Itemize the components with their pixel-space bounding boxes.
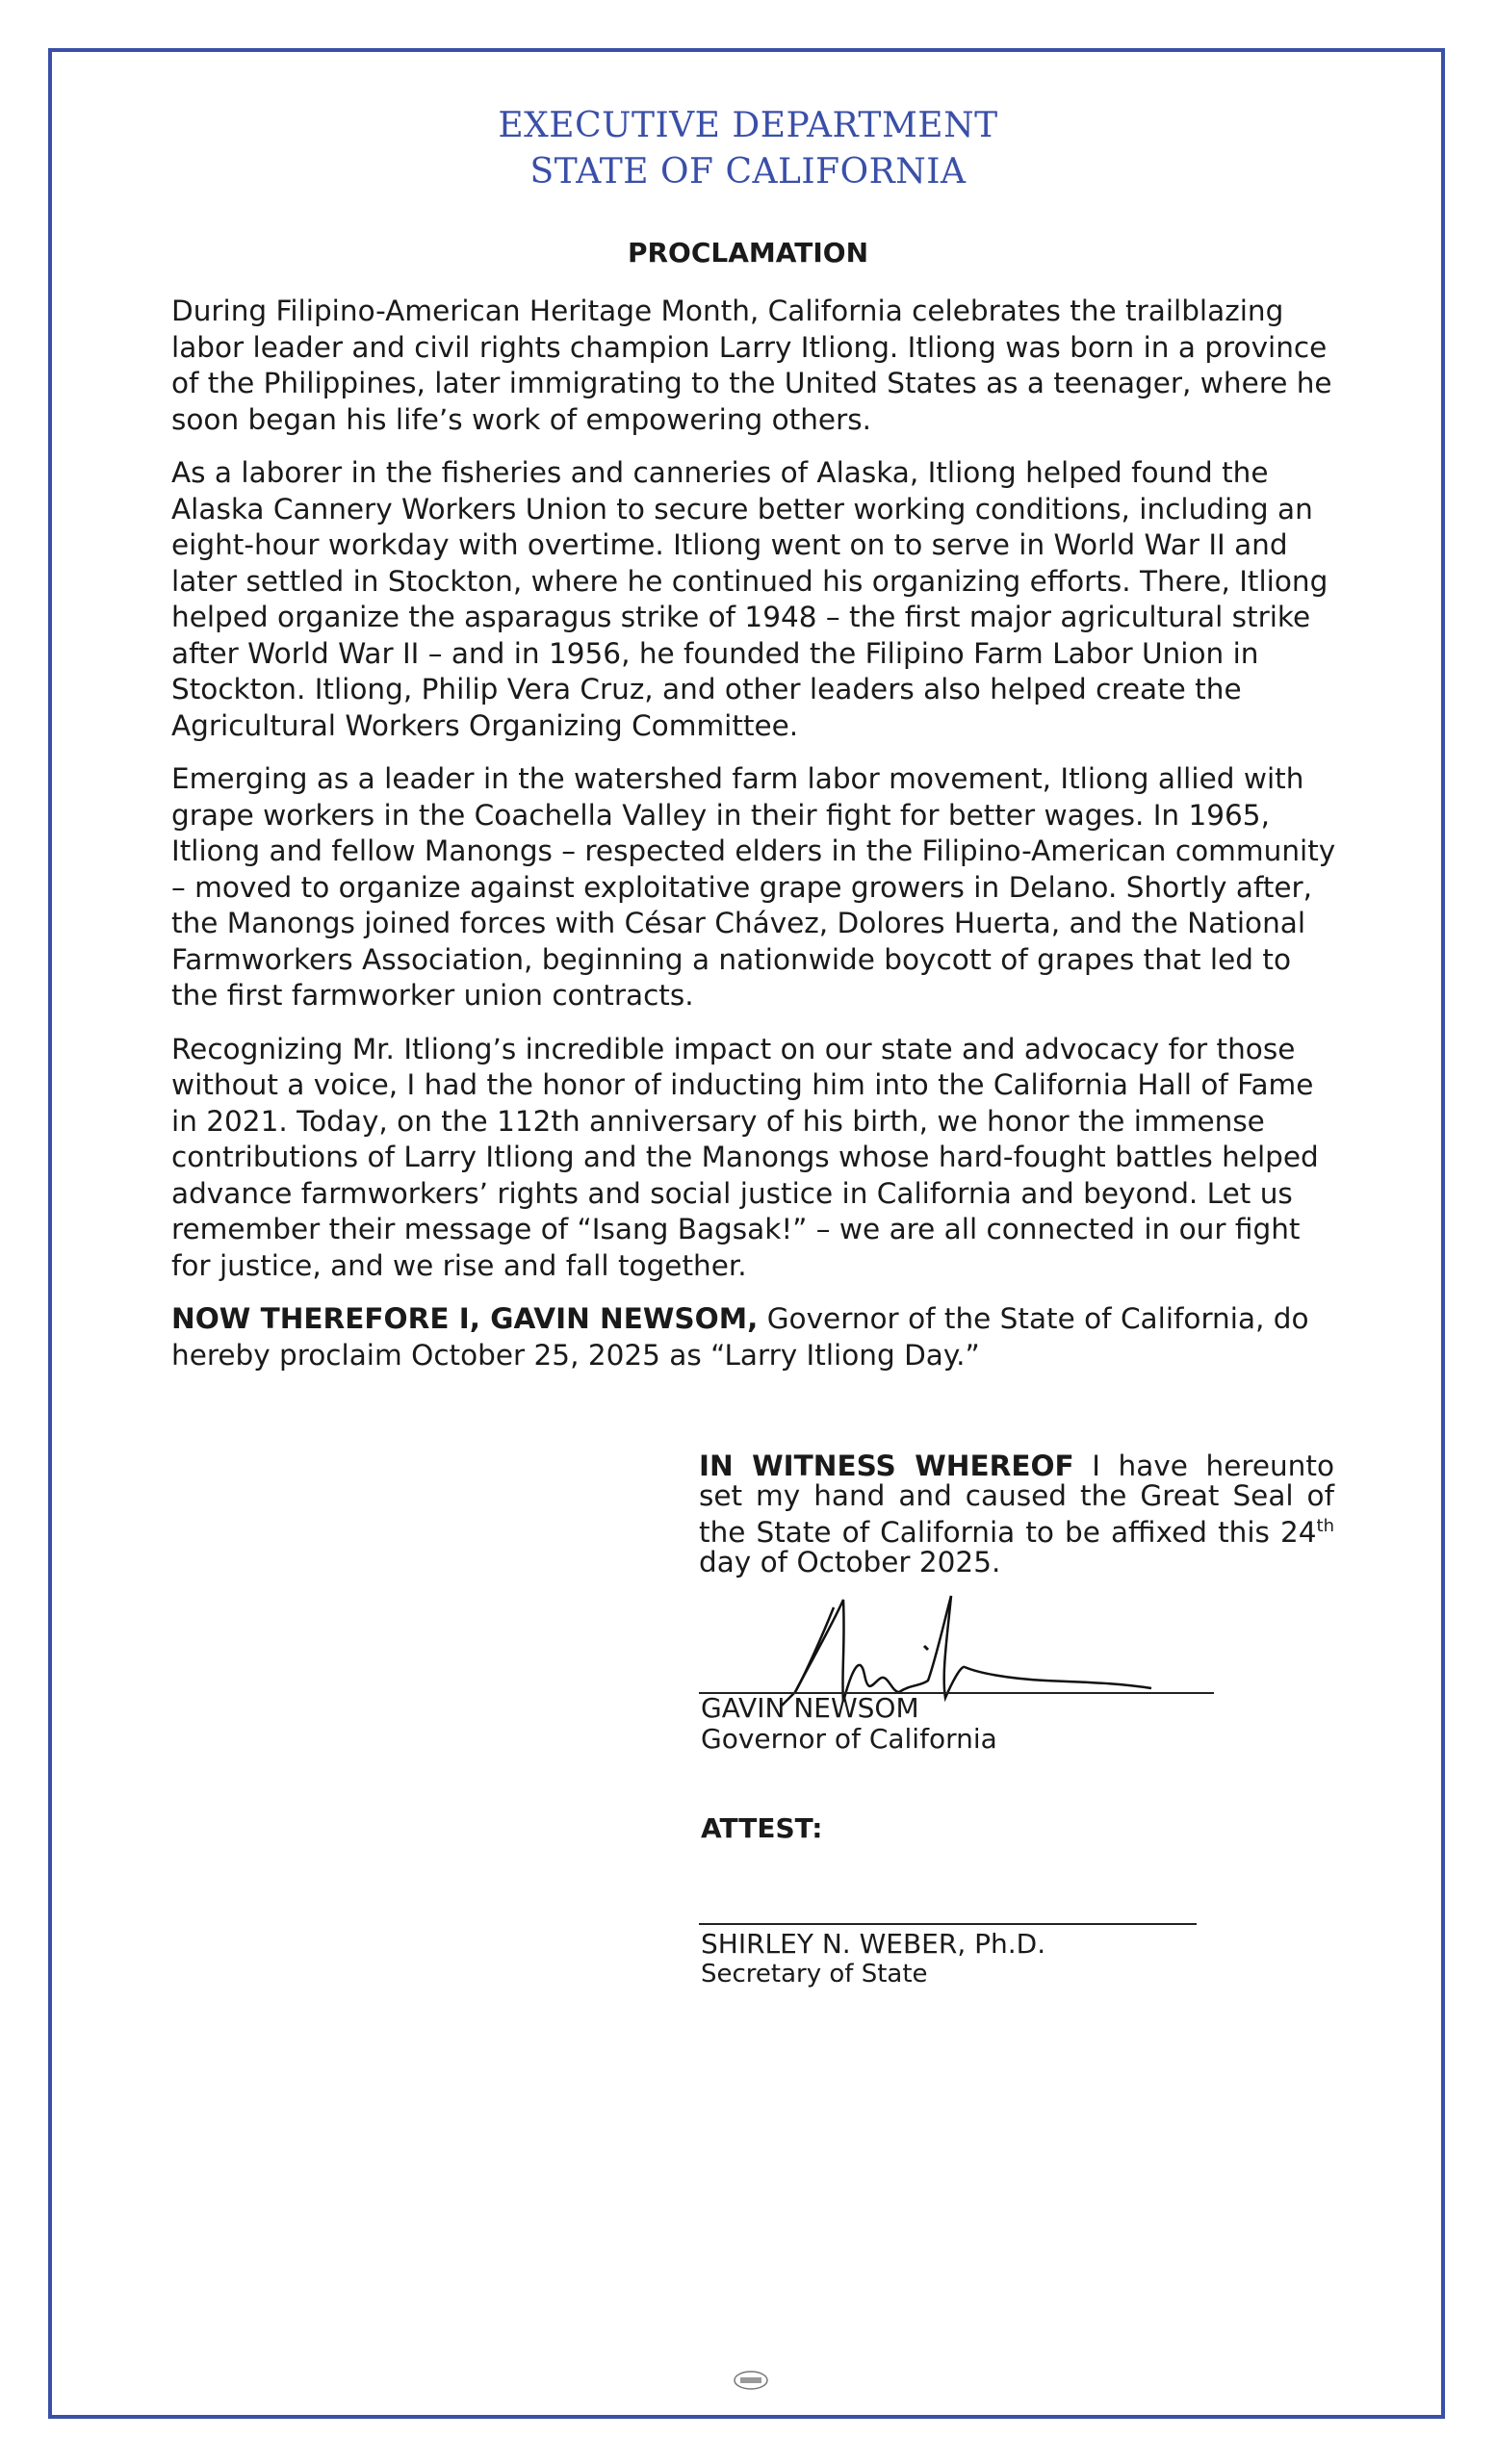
paragraph-4: Recognizing Mr. Itliong’s incredible impact on our state and advocacy for those without a voice, I had the honor of inducting him into the California Hall of Fame in 2021. Today, on the 112th anniversary of his birth, we honor the immense contributions of Larry Itliong and the Manongs whose hard-fought battles helped advance farmworkers’ rights and social justice in California and beyond. Let us remember their message of “Isang Bagsak!” – we are all connected in our fight for justice, and we rise and fall together.	[171, 1032, 1319, 1282]
witness-clause	[699, 1451, 1334, 1578]
paragraph-3: Emerging as a leader in the watershed farm labor movement, Itliong allied with grape workers in the Coachella Valley in their fight for better wages. In 1965, Itliong and fellow Manongs – respected elders in the Filipino-American community – moved to organize against exploitative grape growers in Delano. Shortly after, the Manongs joined forces with César Chávez, Dolores Huerta, and the National Farmworkers Association, beginning a nationwide boycott of grapes that led to the first farmworker union contracts.	[171, 762, 1336, 1012]
secretary-signature-line	[699, 1923, 1197, 1925]
closing-paragraph	[171, 1301, 1336, 1373]
secretary-title: Secretary of State	[701, 1960, 928, 1989]
paragraph-1: During Filipino-American Heritage Month, California celebrates the trailblazing labor leader and civil rights champion Larry Itliong. Itliong was born in a province of the Philippines, later immigrating to the United States as a teenager, where he soon began his life’s work of empowering others.	[171, 295, 1332, 436]
union-bug-icon	[734, 2370, 768, 2391]
attest-label: ATTEST:	[701, 1812, 823, 1844]
witness-sup: th	[1316, 1516, 1334, 1536]
closing-bold: NOW THEREFORE I, GAVIN NEWSOM,	[171, 1302, 759, 1335]
governor-name: GAVIN NEWSOM	[701, 1692, 919, 1724]
page-header	[0, 103, 1496, 195]
proclamation-body	[171, 294, 1336, 1391]
closing-text: Governor of the State of California, do hereby proclaim October 25, 2025 as “Larry Itliong Day.”	[171, 1302, 1309, 1372]
paragraph-2: As a laborer in the fisheries and canneries of Alaska, Itliong helped found the Alaska Cannery Workers Union to secure better working conditions, including an eight-hour workday with overtime. Itliong went on to serve in World War II and later settled in Stockton, where he continued his organizing efforts. There, Itliong helped organize the asparagus strike of 1948 – the first major agricultural strike after World War II – and in 1956, he founded the Filipino Farm Labor Union in Stockton. Itliong, Philip Vera Cruz, and other leaders also helped create the Agricultural Workers Organizing Committee.	[171, 456, 1328, 742]
proclamation-title: PROCLAMATION	[627, 237, 869, 269]
header-line-1: EXECUTIVE DEPARTMENT	[498, 106, 998, 145]
header-line-2: STATE OF CALIFORNIA	[529, 152, 967, 192]
witness-text-2: day of October 2025.	[699, 1545, 1001, 1578]
witness-text-1: I have hereunto set my hand and caused the Great Seal of the State of California to be affixed this 24	[699, 1450, 1334, 1549]
governor-title: Governor of California	[701, 1723, 997, 1755]
secretary-name: SHIRLEY N. WEBER, Ph.D.	[701, 1928, 1046, 1960]
witness-bold: IN WITNESS WHEREOF	[699, 1450, 1074, 1482]
